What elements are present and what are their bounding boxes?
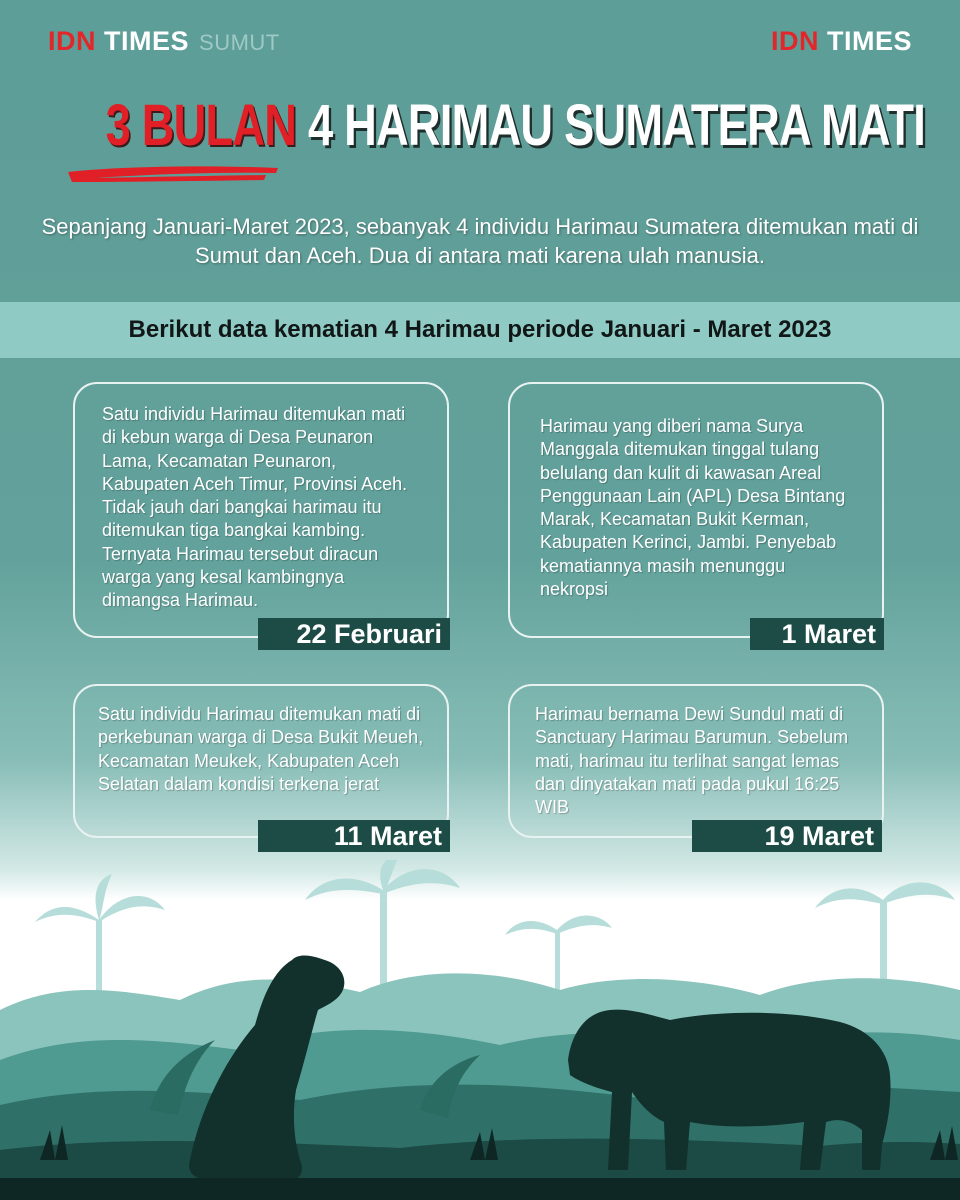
brush-underline-icon bbox=[66, 162, 280, 184]
page-title bbox=[105, 92, 926, 159]
event-card-2-date: 1 Maret bbox=[750, 618, 884, 650]
event-card-1-text: Satu individu Harimau ditemukan mati di kebun warga di Desa Peunaron Lama, Kecamatan Peunaron, Kabupaten Aceh Timur, Provinsi Aceh. Tidak jauh dari bangkai harimau itu ditemukan tiga bangkai kambing. Ternyata Harimau tersebut diracun warga yang kesal kambingnya dimangsa Harimau. bbox=[102, 404, 408, 611]
event-card-4-date: 19 Maret bbox=[692, 820, 882, 852]
title-highlight: 3 BULAN bbox=[105, 93, 297, 158]
section-band bbox=[0, 302, 960, 358]
idn-times-logo[interactable]: IDN TIMES bbox=[770, 26, 912, 56]
jungle-tiger-scene bbox=[0, 860, 960, 1200]
section-band-title: Berikut data kematian 4 Harimau periode Januari - Maret 2023 bbox=[128, 316, 832, 343]
event-card-1-date: 22 Februari bbox=[258, 618, 450, 650]
intro-text: Sepanjang Januari-Maret 2023, sebanyak 4 individu Harimau Sumatera ditemukan mati di Sumut dan Aceh. Dua di antara mati karena ulah manusia. bbox=[41, 214, 919, 268]
event-card-3-date: 11 Maret bbox=[258, 820, 450, 852]
event-card-4-text: Harimau bernama Dewi Sundul mati di Sanctuary Harimau Barumun. Sebelum mati, harimau itu terlihat sangat lemas dan dinyatakan mati pada pukul 16:25 WIB bbox=[535, 704, 849, 818]
event-card-2-text: Harimau yang diberi nama Surya Manggala ditemukan tinggal tulang belulang dan kulit di kawasan Areal Penggunaan Lain (APL) Desa Bintang Marak, Kecamatan Bukit Kerman, Kabupaten Kerinci, Jambi. Penyebab kematiannya masih menunggu nekropsi bbox=[540, 416, 846, 600]
title-rest: 4 HARIMAU SUMATERA MATI bbox=[307, 93, 926, 158]
idn-times-sumut-logo[interactable]: IDN TIMES SUMUT bbox=[48, 26, 280, 56]
event-card-3-text: Satu individu Harimau ditemukan mati di perkebunan warga di Desa Bukit Meueh, Kecamatan Meukek, Kabupaten Aceh Selatan dalam kondisi terkena jerat bbox=[98, 704, 424, 794]
